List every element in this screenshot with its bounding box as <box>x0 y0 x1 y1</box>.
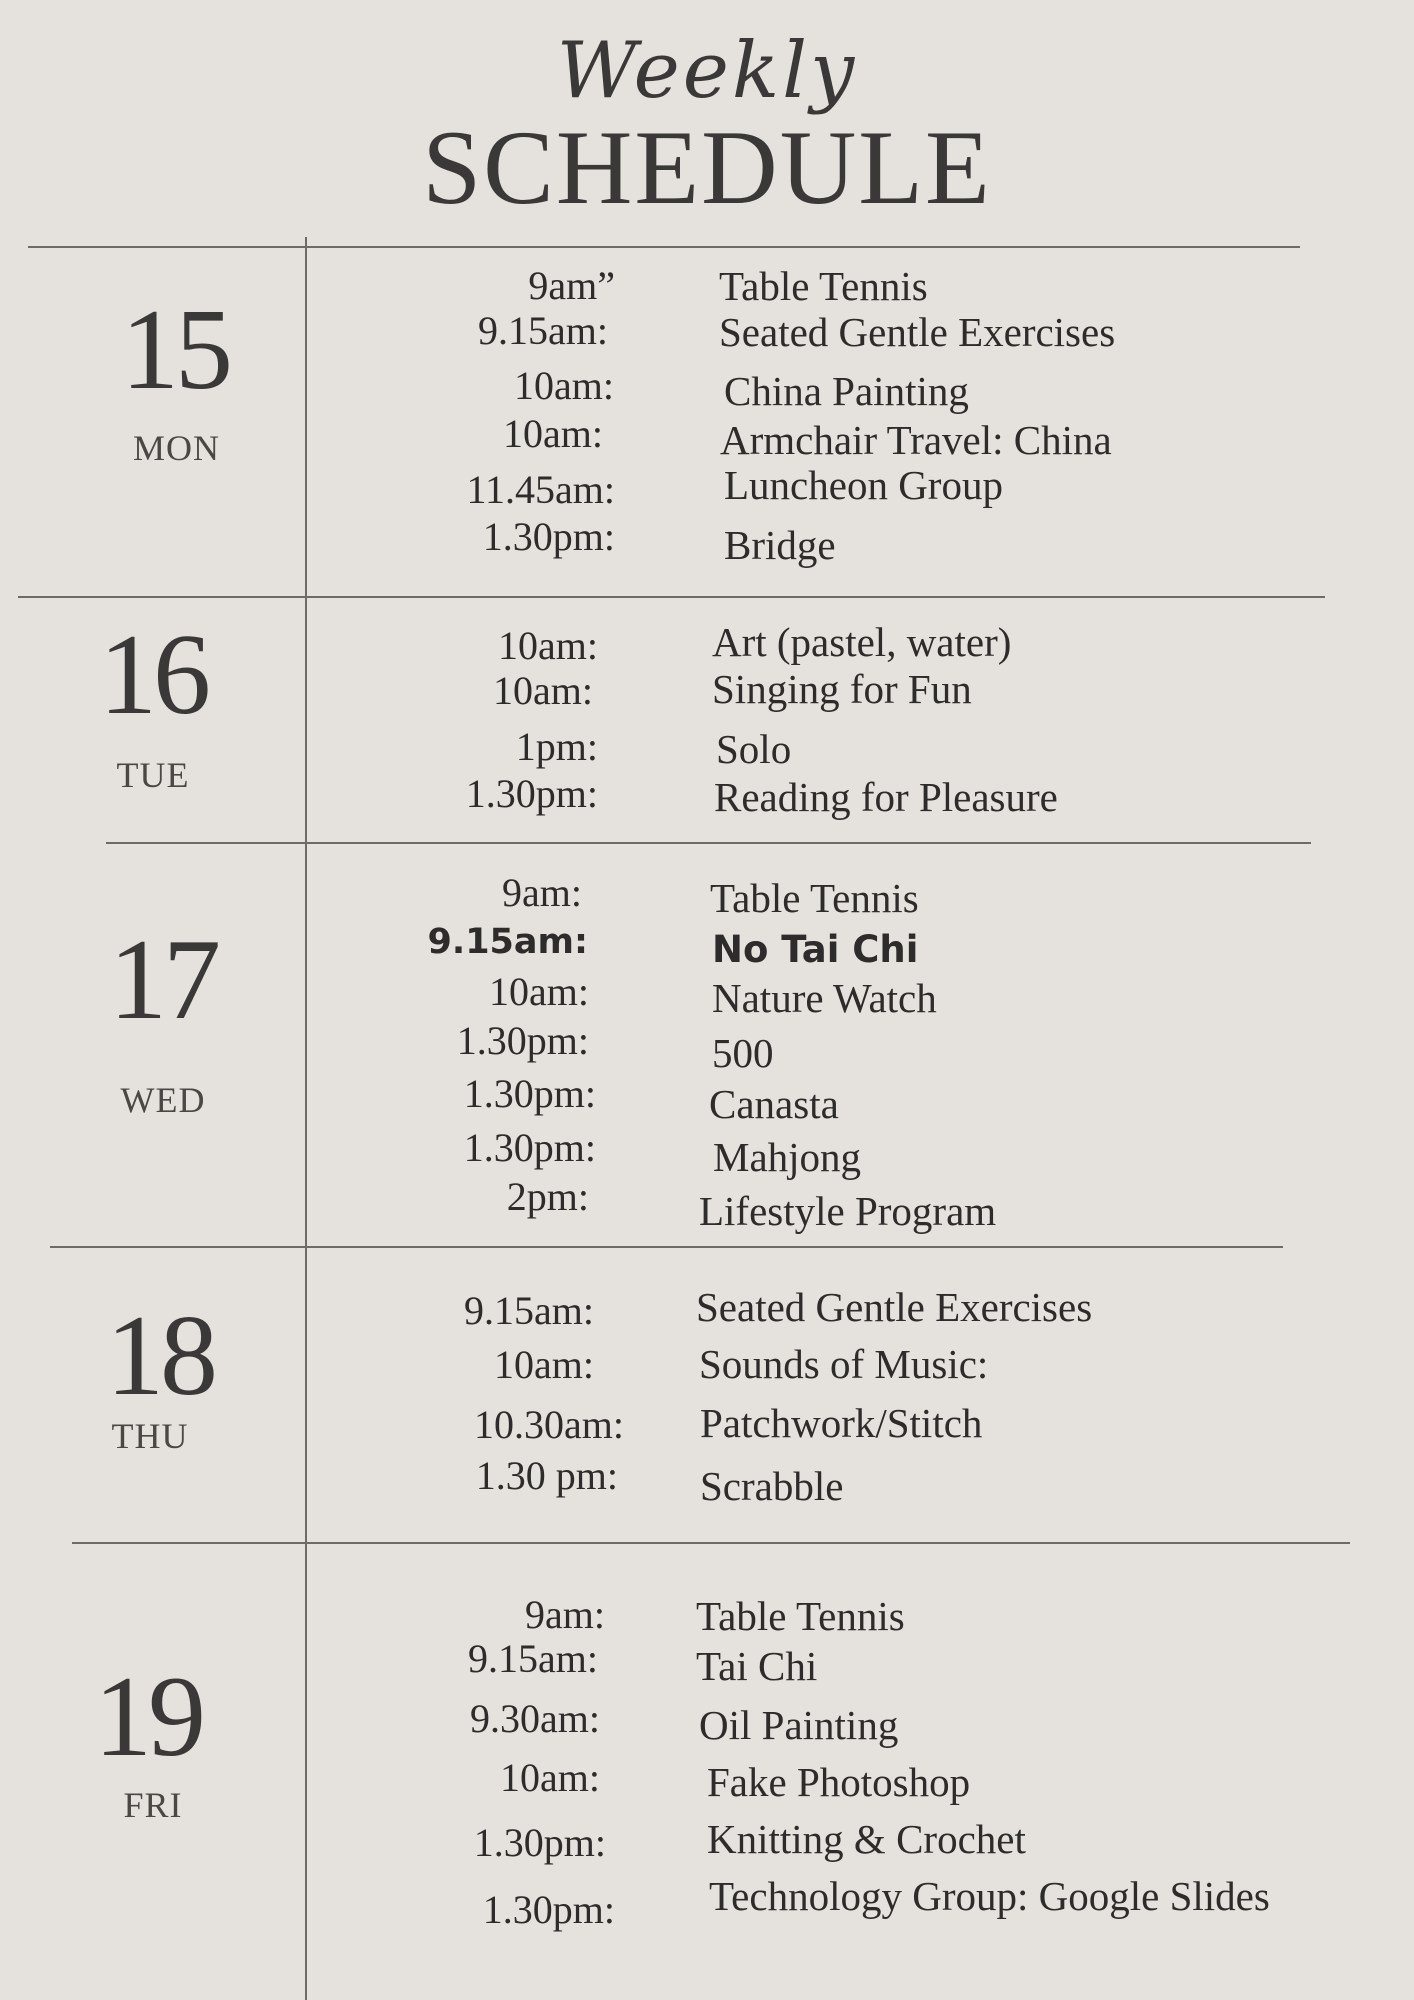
day-number-wed: 17 <box>109 916 217 1044</box>
column-divider <box>305 237 307 2000</box>
activity-wed-1: No Tai Chi <box>712 928 919 971</box>
time-wed-2: 10am: <box>489 969 589 1014</box>
activity-wed-0: Table Tennis <box>710 875 919 921</box>
activity-fri-4: Knitting & Crochet <box>707 1816 1026 1862</box>
divider-wed-thu <box>50 1246 1283 1248</box>
activity-thu-0: Seated Gentle Exercises <box>696 1284 1093 1330</box>
activity-wed-4: Canasta <box>709 1081 839 1127</box>
time-mon-1: 9.15am: <box>478 308 608 353</box>
time-wed-5: 1.30pm: <box>463 1125 596 1170</box>
day-name-thu: THU <box>111 1416 189 1456</box>
time-fri-3: 10am: <box>500 1755 600 1800</box>
time-fri-5: 1.30pm: <box>482 1887 615 1932</box>
activity-mon-5: Bridge <box>724 522 836 568</box>
day-number-fri: 19 <box>94 1653 202 1781</box>
activity-fri-2: Oil Painting <box>699 1702 899 1748</box>
time-wed-1: 9.15am: <box>427 922 588 962</box>
activity-mon-2: China Painting <box>724 368 969 414</box>
divider-thu-fri <box>72 1542 1350 1544</box>
time-fri-1: 9.15am: <box>468 1636 598 1681</box>
activity-wed-5: Mahjong <box>713 1134 862 1180</box>
time-fri-4: 1.30pm: <box>473 1820 606 1865</box>
activity-fri-0: Table Tennis <box>696 1593 905 1639</box>
time-thu-2: 10.30am: <box>474 1402 624 1447</box>
activity-fri-3: Fake Photoshop <box>707 1759 971 1805</box>
time-wed-3: 1.30pm: <box>456 1018 589 1063</box>
divider-mon-tue <box>18 596 1325 598</box>
activity-fri-1: Tai Chi <box>696 1643 818 1689</box>
activity-wed-6: Lifestyle Program <box>699 1188 997 1234</box>
time-thu-3: 1.30 pm: <box>475 1453 618 1498</box>
day-number-mon: 15 <box>121 286 229 414</box>
time-wed-4: 1.30pm: <box>463 1071 596 1116</box>
divider-tue-wed <box>106 842 1311 844</box>
time-wed-0: 9am: <box>502 870 582 915</box>
activity-fri-5: Technology Group: Google Slides <box>709 1873 1270 1919</box>
activity-wed-2: Nature Watch <box>712 975 937 1021</box>
time-fri-0: 9am: <box>525 1592 605 1637</box>
day-name-mon: MON <box>132 428 220 468</box>
time-thu-1: 10am: <box>494 1342 594 1387</box>
time-tue-2: 1pm: <box>515 724 598 769</box>
activity-mon-0: Table Tennis <box>719 263 928 309</box>
title-script: Weekly <box>556 26 858 116</box>
activity-tue-0: Art (pastel, water) <box>712 619 1012 665</box>
time-tue-0: 10am: <box>498 623 598 668</box>
activity-mon-1: Seated Gentle Exercises <box>719 309 1116 355</box>
activity-tue-2: Solo <box>716 726 792 772</box>
time-mon-0: 9am” <box>528 263 615 308</box>
activity-mon-3: Armchair Travel: China <box>720 417 1112 463</box>
activity-thu-2: Patchwork/Stitch <box>700 1400 983 1446</box>
time-thu-0: 9.15am: <box>464 1288 594 1333</box>
activity-tue-3: Reading for Pleasure <box>714 774 1058 820</box>
time-mon-5: 1.30pm: <box>482 514 615 559</box>
day-number-thu: 18 <box>106 1292 214 1420</box>
time-tue-1: 10am: <box>493 668 593 713</box>
time-mon-4: 11.45am: <box>466 467 615 512</box>
time-wed-6: 2pm: <box>506 1174 589 1219</box>
time-mon-2: 10am: <box>514 363 614 408</box>
day-name-tue: TUE <box>116 755 190 795</box>
page-title: SCHEDULE <box>422 109 992 226</box>
time-tue-3: 1.30pm: <box>465 771 598 816</box>
day-name-wed: WED <box>120 1080 206 1120</box>
activity-thu-3: Scrabble <box>700 1463 844 1509</box>
time-fri-2: 9.30am: <box>470 1696 600 1741</box>
activity-thu-1: Sounds of Music: <box>699 1341 989 1387</box>
activity-mon-4: Luncheon Group <box>724 462 1003 508</box>
day-number-tue: 16 <box>99 611 207 739</box>
divider-top <box>28 246 1300 248</box>
activity-tue-1: Singing for Fun <box>712 666 972 712</box>
activity-wed-3: 500 <box>712 1030 774 1076</box>
day-name-fri: FRI <box>123 1785 183 1825</box>
time-mon-3: 10am: <box>503 411 603 456</box>
